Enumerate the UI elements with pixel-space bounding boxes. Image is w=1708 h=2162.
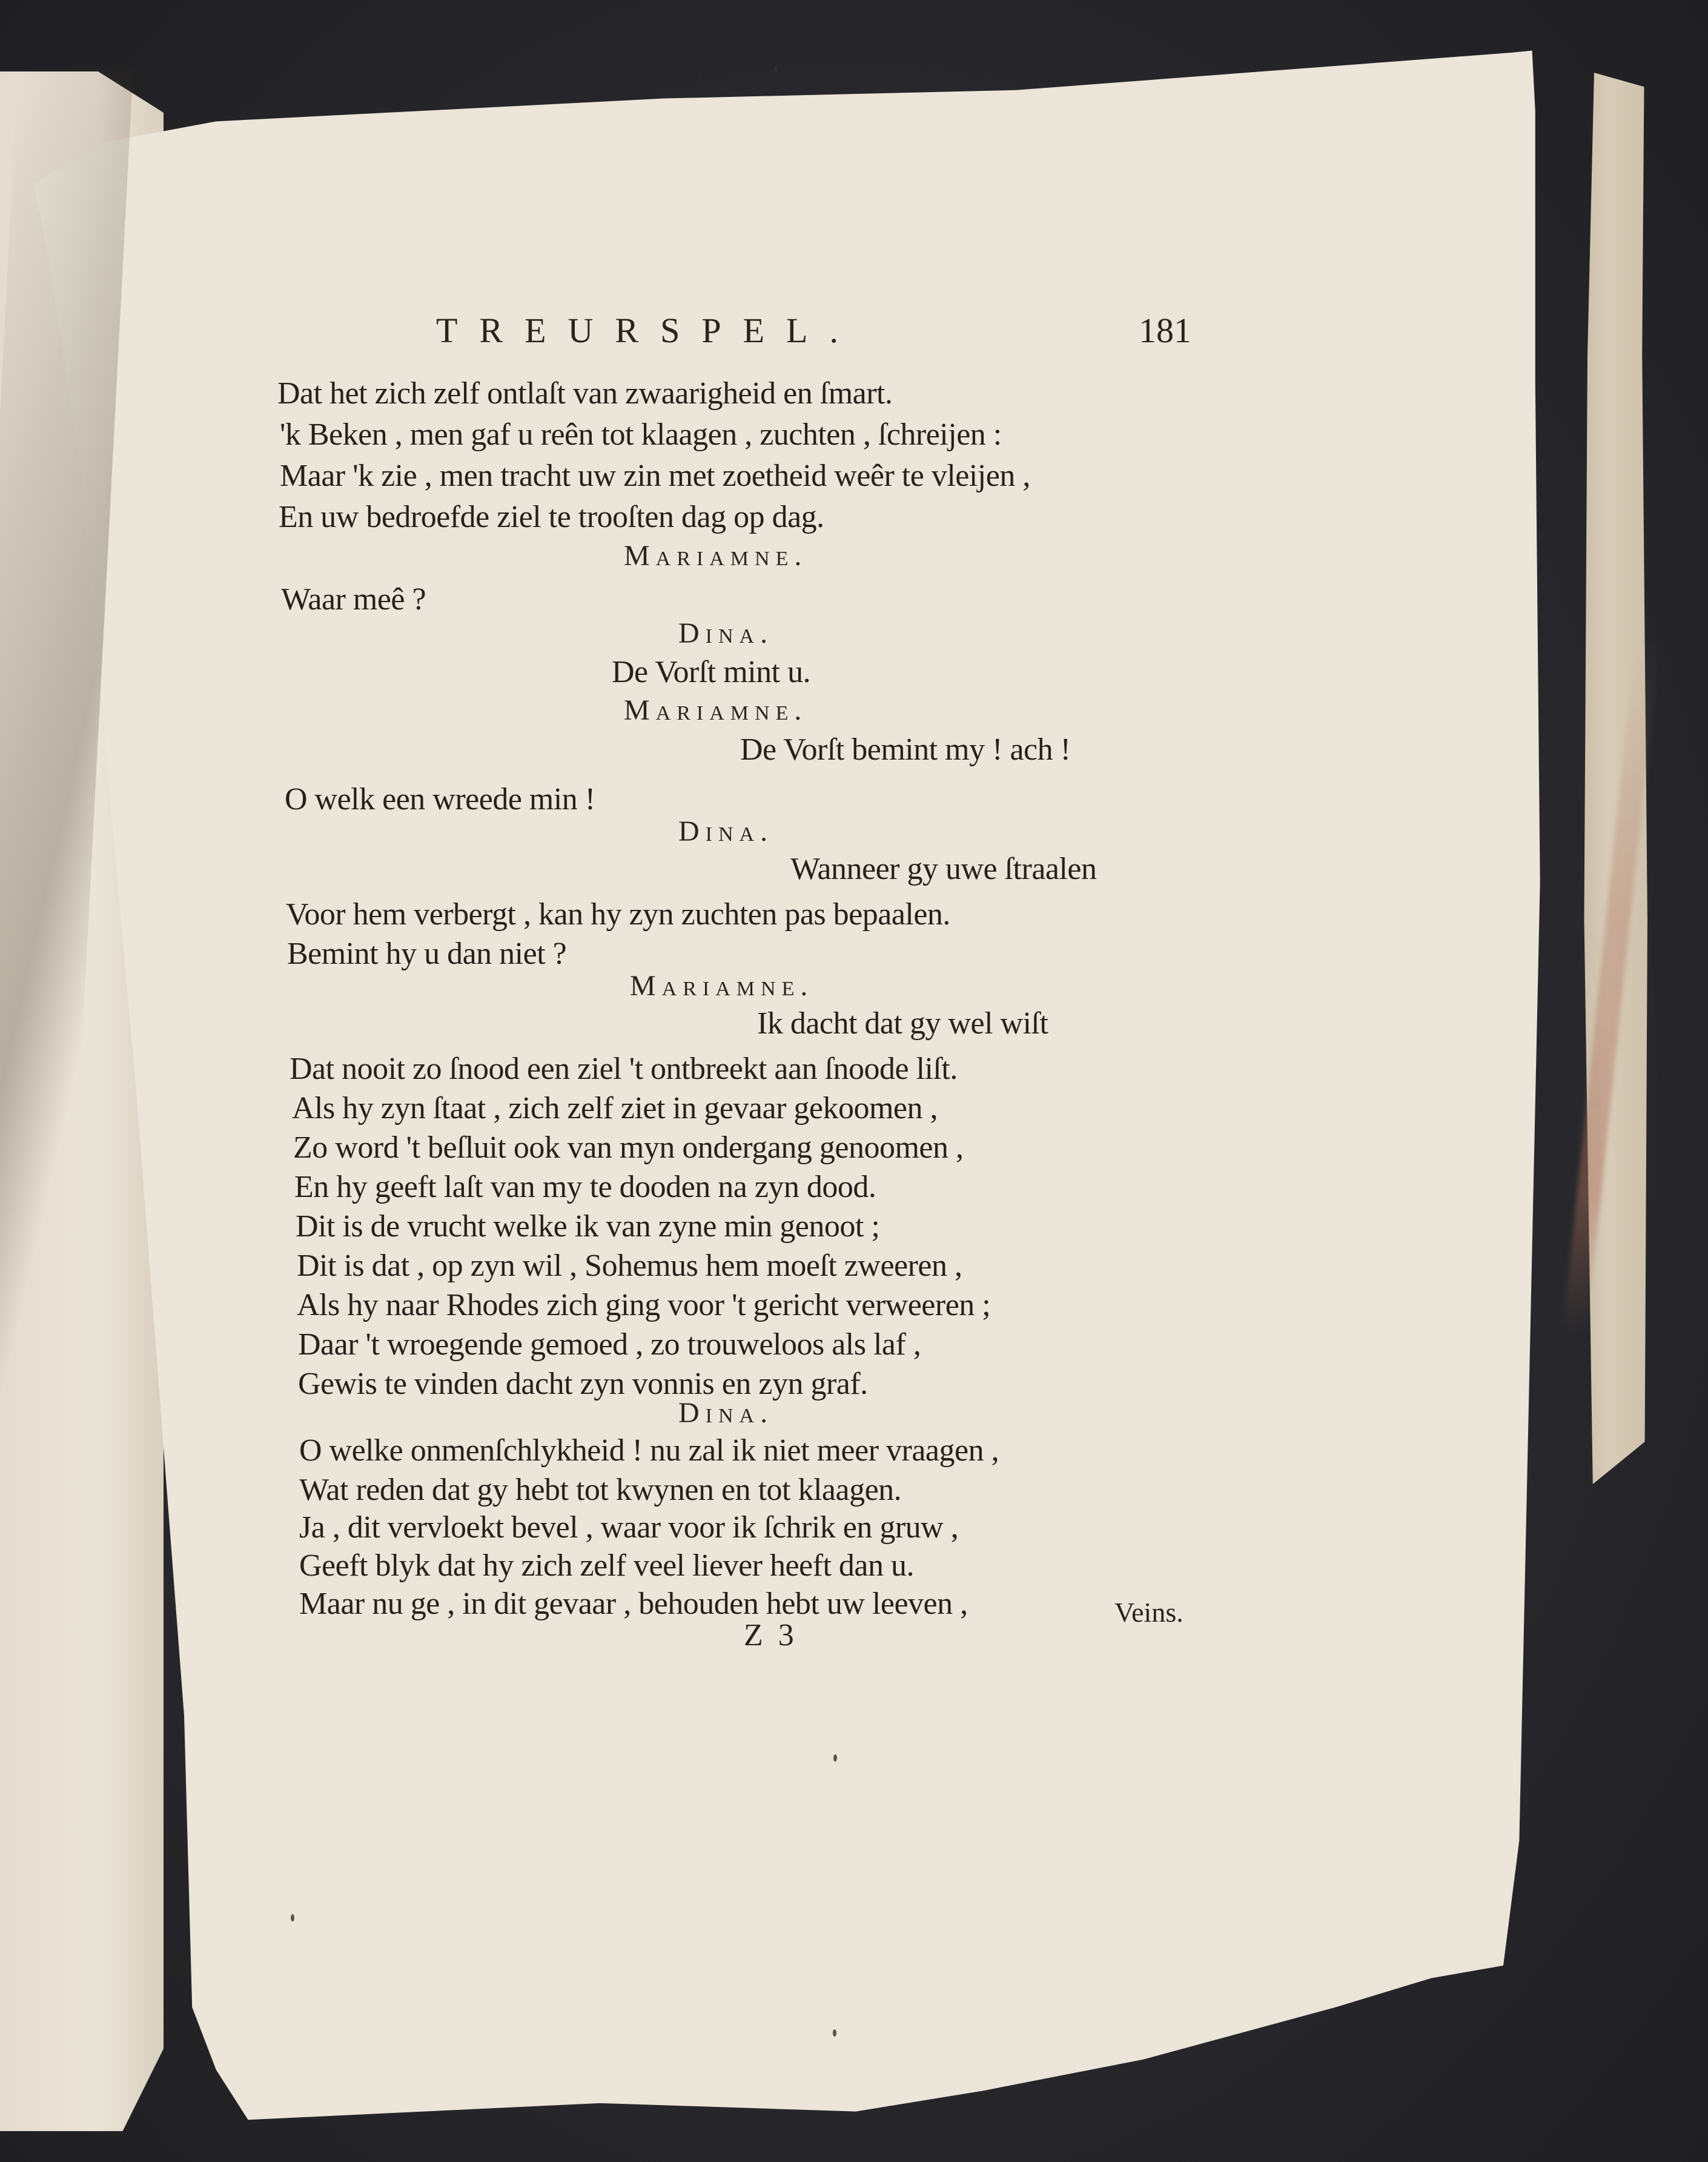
speaker-name: Mariamne. bbox=[630, 970, 814, 1002]
verse-line: Dat het zich zelf ontlaſt van zwaarigheid en ſmart. bbox=[277, 376, 893, 411]
verse-line: Geeft blyk dat hy zich zelf veel liever heeft dan u. bbox=[299, 1548, 914, 1583]
paper-speck bbox=[291, 1914, 294, 1922]
verse-line: O welke onmenſchlykheid ! nu zal ik niet meer vraagen , bbox=[299, 1433, 999, 1468]
catchword: Veins. bbox=[1114, 1597, 1183, 1628]
verse-line: Wat reden dat gy hebt tot kwynen en tot klaagen. bbox=[299, 1473, 902, 1507]
paper-speck bbox=[774, 65, 778, 73]
speaker-name: Mariamne. bbox=[624, 540, 808, 572]
verse-line: Ik dacht dat gy wel wiſt bbox=[757, 1006, 1048, 1041]
verse-line: Als hy zyn ſtaat , zich zelf ziet in gevaar gekoomen , bbox=[292, 1091, 938, 1126]
running-title: TREURSPEL. bbox=[436, 311, 860, 350]
verse-line: Daar 't wroegende gemoed , zo trouweloos als laf , bbox=[298, 1327, 921, 1362]
speaker-name: Mariamne. bbox=[624, 694, 808, 726]
verse-line: 'k Beken , men gaf u reên tot klaagen , zuchten , ſchreijen : bbox=[280, 417, 1002, 452]
verse-line: Maar nu ge , in dit gevaar , behouden hebt uw leeven , bbox=[299, 1587, 968, 1621]
verse-line: Gewis te vinden dacht zyn vonnis en zyn graf. bbox=[298, 1367, 868, 1401]
verse-line: Wanneer gy uwe ſtraalen bbox=[790, 852, 1097, 886]
verse-line: De Vorſt mint u. bbox=[612, 655, 811, 689]
verse-line: De Vorſt bemint my ! ach ! bbox=[740, 732, 1071, 767]
verse-line: Maar 'k zie , men tracht uw zin met zoetheid weêr te vleijen , bbox=[280, 459, 1030, 493]
verse-line: Als hy naar Rhodes zich ging voor 't gericht verweeren ; bbox=[297, 1288, 991, 1322]
paper-speck bbox=[833, 2029, 836, 2037]
speaker-name: Dina. bbox=[678, 1397, 774, 1429]
running-head bbox=[436, 310, 1223, 365]
page-number: 181 bbox=[1139, 311, 1191, 350]
verse-line: O welk een wreede min ! bbox=[285, 782, 595, 817]
verse-line: Dit is de vrucht welke ik van zyne min genoot ; bbox=[296, 1209, 880, 1244]
verse-line: En uw bedroefde ziel te trooſten dag op dag. bbox=[279, 500, 824, 534]
verse-line: Ja , dit vervloekt bevel , waar voor ik ſchrik en gruw , bbox=[299, 1510, 959, 1545]
verse-line: En hy geeft laſt van my te dooden na zyn dood. bbox=[294, 1170, 876, 1204]
verse-line: Dit is dat , op zyn wil , Sohemus hem moeſt zweeren , bbox=[297, 1248, 962, 1283]
verse-line: Voor hem verbergt , kan hy zyn zuchten pas bepaalen. bbox=[286, 897, 950, 932]
verse-line: Zo word 't beſluit ook van myn ondergang genoomen , bbox=[293, 1130, 964, 1165]
speaker-name: Dina. bbox=[678, 815, 774, 847]
paper-speck bbox=[833, 1754, 837, 1762]
speaker-name: Dina. bbox=[678, 617, 774, 649]
verse-line: Dat nooit zo ſnood een ziel 't ontbreekt aan ſnoode liſt. bbox=[290, 1052, 958, 1086]
verse-line: Bemint hy u dan niet ? bbox=[287, 937, 567, 971]
verse-line: Waar meê ? bbox=[281, 582, 426, 617]
signature-mark: Z 3 bbox=[744, 1618, 798, 1653]
